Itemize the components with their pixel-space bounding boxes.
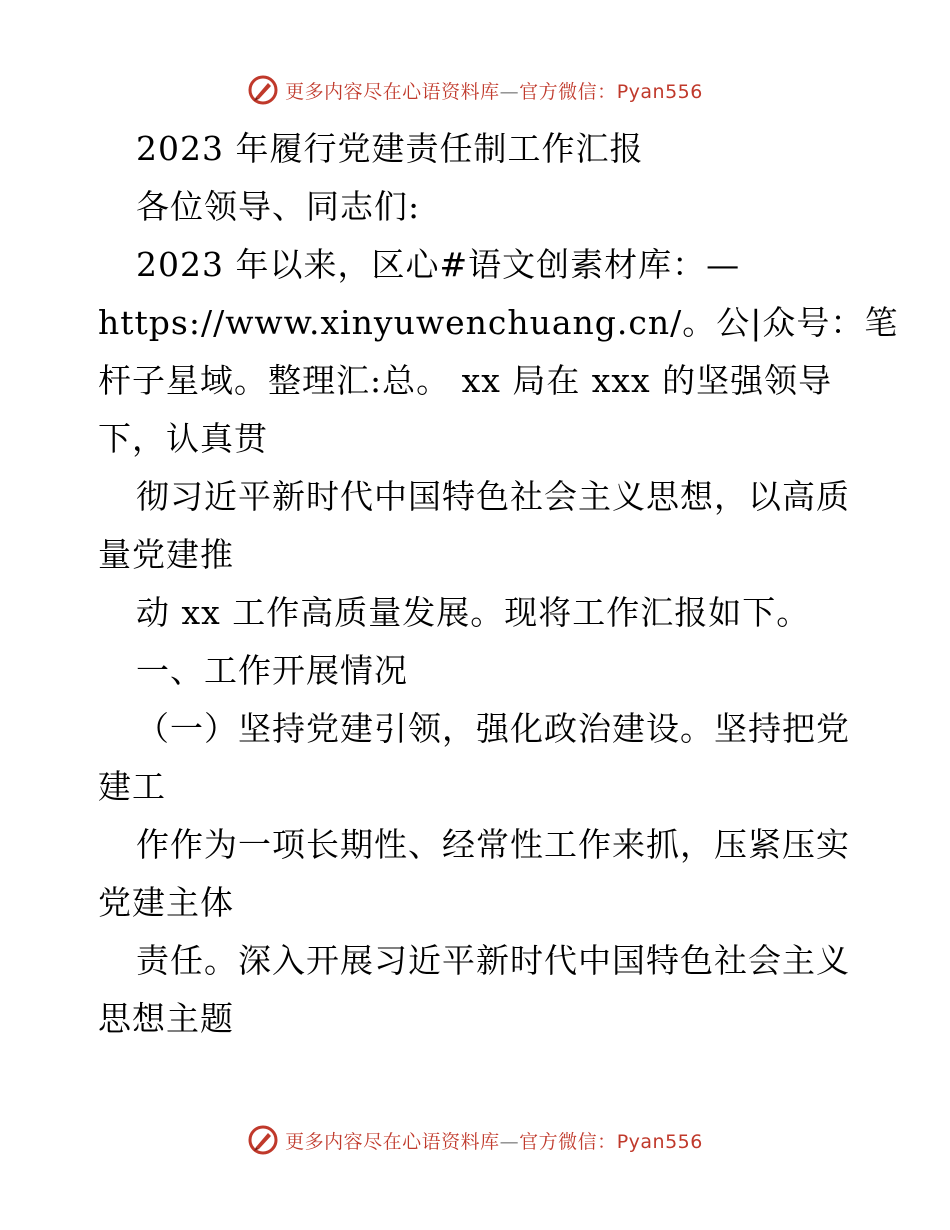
footer-banner	[0, 1120, 950, 1160]
paragraph-line: 动 xx 工作高质量发展。现将工作汇报如下。	[136, 593, 811, 632]
paragraph-line: 作作为一项长期性、经常性工作来抓，压紧压实	[136, 825, 850, 864]
header-banner-separator: —	[499, 80, 520, 103]
document-body	[98, 120, 899, 1048]
salutation: 各位领导、同志们:	[136, 187, 421, 226]
footer-banner-wechat: 官方微信：	[519, 1130, 617, 1153]
footer-banner-text	[285, 1127, 703, 1154]
paragraph-line: 彻习近平新时代中国特色社会主义思想，以高质	[136, 477, 850, 516]
header-banner-id: Pyan556	[616, 80, 703, 103]
section-heading: 一、工作开展情况	[136, 651, 408, 690]
pen-logo-icon	[247, 74, 279, 106]
document-title: 2023 年履行党建责任制工作汇报	[136, 129, 644, 168]
paragraph-line: 杆子星域。整理汇:总。 xx 局在 xxx 的坚强领导	[98, 361, 833, 400]
paragraph-line: 建工	[98, 767, 166, 806]
paragraph-line: 责任。深入开展习近平新时代中国特色社会主义	[136, 941, 850, 980]
paragraph-line: 量党建推	[98, 535, 234, 574]
subsection-heading: （一）坚持党建引领，强化政治建设。坚持把党	[136, 709, 850, 748]
paragraph-line: 下，认真贯	[98, 419, 268, 458]
header-banner-text	[285, 77, 703, 104]
paragraph-line: 思想主题	[98, 999, 234, 1038]
footer-banner-separator: —	[499, 1130, 520, 1153]
paragraph-line: 2023 年以来，区心#语文创素材库：—	[136, 245, 741, 284]
header-banner	[0, 70, 950, 110]
footer-banner-main: 更多内容尽在心语资料库	[285, 1130, 500, 1153]
header-banner-main: 更多内容尽在心语资料库	[285, 80, 500, 103]
footer-banner-id: Pyan556	[616, 1130, 703, 1153]
header-banner-wechat: 官方微信：	[519, 80, 617, 103]
paragraph-line: 党建主体	[98, 883, 234, 922]
paragraph-line: https://www.xinyuwenchuang.cn/。公|众号：笔	[98, 303, 899, 342]
pen-logo-icon	[247, 1124, 279, 1156]
